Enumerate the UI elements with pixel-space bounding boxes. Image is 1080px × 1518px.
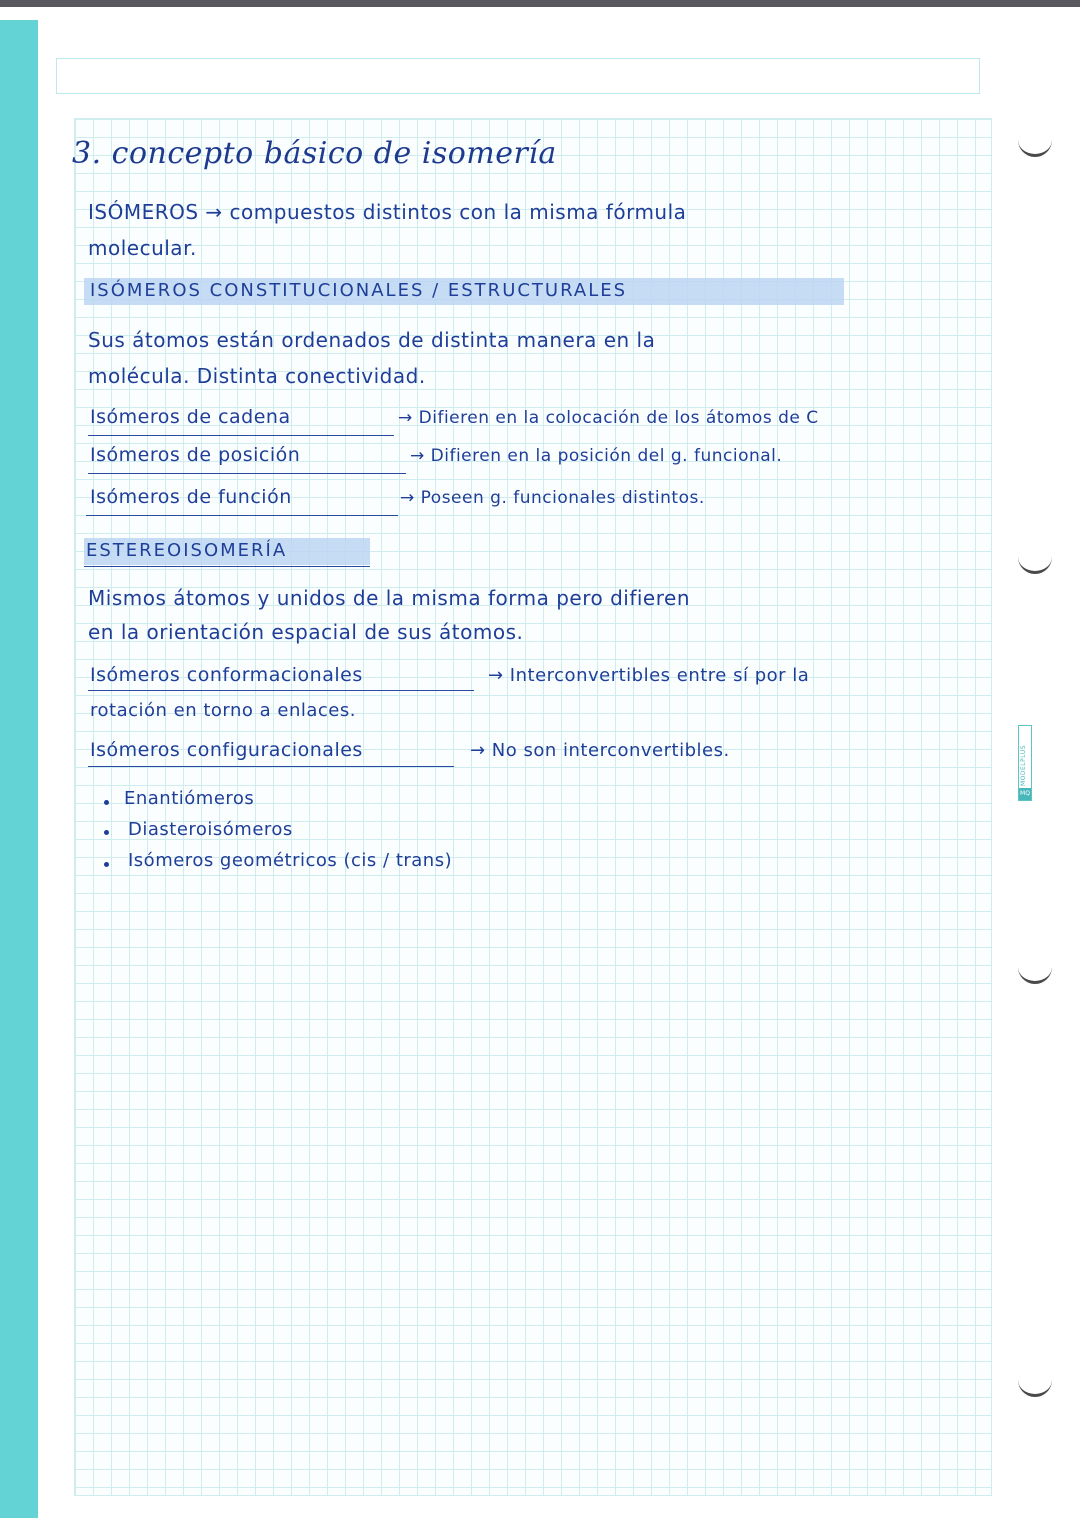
term-configurational-isomers: Isómeros configuracionales — [90, 739, 363, 761]
heading-stereoisomerism: ESTEREOISOMERÍA — [86, 540, 288, 561]
page-top-edge — [0, 0, 1080, 7]
header-box — [56, 58, 980, 94]
term-position-isomers: Isómeros de posición — [90, 444, 301, 466]
underline-function-isomers — [86, 515, 398, 516]
def-configurational-isomers: → No son interconvertibles. — [470, 740, 730, 761]
brand-logo-mark: MQ — [1019, 788, 1031, 800]
bullet-enantiomers: Enantiómeros — [124, 788, 255, 809]
def-position-isomers: → Difieren en la posición del g. funcional. — [410, 446, 783, 466]
conformational-continuation: rotación en torno a enlaces. — [90, 700, 356, 721]
stereo-desc-line-1: Mismos átomos y unidos de la misma forma pero difieren — [88, 586, 690, 610]
underline-chain-isomers — [88, 435, 394, 436]
def-function-isomers: → Poseen g. funcionales distintos. — [400, 488, 705, 508]
notebook-side-strip — [0, 20, 38, 1518]
bullet-diastereoisomers: Diasteroisómeros — [128, 819, 293, 840]
heading-structural-isomers: ISÓMEROS CONSTITUCIONALES / ESTRUCTURALES — [90, 280, 628, 301]
page-title: 3. concepto básico de isomería — [72, 136, 557, 171]
term-chain-isomers: Isómeros de cadena — [90, 406, 291, 428]
term-function-isomers: Isómeros de función — [90, 486, 292, 508]
stereo-desc-line-2: en la orientación espacial de sus átomos. — [88, 620, 524, 644]
intro-line-2: molecular. — [88, 236, 197, 260]
def-conformational-isomers: → Interconvertibles entre sí por la — [488, 665, 810, 686]
term-conformational-isomers: Isómeros conformacionales — [90, 664, 363, 686]
bullet-dot — [104, 800, 109, 805]
underline-configurational-isomers — [88, 766, 454, 767]
underline-conformational-isomers — [88, 690, 474, 691]
structural-desc-line-2: molécula. Distinta conectividad. — [88, 364, 426, 388]
underline-stereoisomerism — [84, 566, 370, 567]
bullet-dot — [104, 830, 109, 835]
brand-name: MODELPLUS — [1020, 744, 1027, 786]
def-chain-isomers: → Difieren en la colocación de los átomos de C — [398, 408, 819, 428]
brand-logo-tab — [1018, 725, 1032, 801]
intro-line-1: ISÓMEROS → compuestos distintos con la misma fórmula — [88, 200, 687, 224]
structural-desc-line-1: Sus átomos están ordenados de distinta manera en la — [88, 328, 656, 352]
underline-position-isomers — [88, 473, 406, 474]
bullet-dot — [104, 862, 109, 867]
bullet-geometric-isomers: Isómeros geométricos (cis / trans) — [128, 850, 453, 871]
